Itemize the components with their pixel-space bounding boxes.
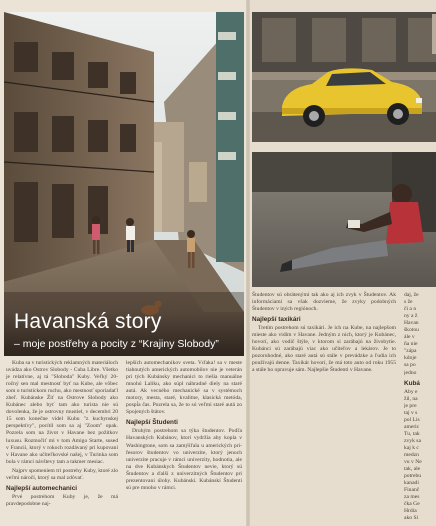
col4-line: Aby e	[404, 388, 418, 395]
page-gutter	[246, 0, 250, 526]
text-column-1	[6, 360, 118, 510]
photo-resting-man	[252, 152, 436, 287]
col4-line: Finanč	[404, 487, 420, 494]
man-illustration	[252, 152, 436, 287]
col4-line: žil, na	[404, 395, 418, 402]
col4-line: potrebu	[404, 473, 422, 480]
page-edge-mark	[432, 14, 436, 54]
col4-line: taj v s	[404, 409, 418, 416]
col4-line: Hrdia	[404, 508, 417, 515]
col4-line: či a n	[404, 306, 417, 313]
heading-automechanici: Najlepší automechanici	[6, 484, 78, 492]
column-1-paragraph-3: Prvé postrehom Kuby je, že má pravdepodobne naj-	[6, 493, 118, 507]
col4-line: kdoje	[404, 355, 417, 362]
col4-line: ny a ž	[404, 313, 418, 320]
col4-line: je pre	[404, 402, 417, 409]
col4-line: ále v	[404, 334, 415, 341]
col4-line: pol Lis	[404, 416, 420, 423]
article-subtitle: – moje postřehy a pocity z “Krajiny Slobody”	[14, 338, 219, 350]
column-3-paragraph-2: Tretím postrehom sú taxikári. Je ich na Kube, na najlepšom mieste ako vidím v Havane. Jedným z nich, ktorý je Kubánec, hovorí, ako vodič štýle, v ktorom si zarábajú na živobytie. Kubánci sú zarábajú viac ako učiteľov a lekárov. Je to pozoruhodné, ako staré autá sú stále v prevádzke a ľudia ich používajú denne. Taxikár hovorí, že má toto auto od roku 1955 a stále ho opravuje sám. Najlepšie Študenti v Havane.	[252, 325, 396, 374]
col4-line: čka Ge	[404, 501, 420, 508]
col4-line: tak, ale	[404, 466, 421, 473]
col4-line: s že	[404, 299, 413, 306]
column-2-paragraph-2: Druhým postrehom sa týka študentov. Podľa Havanských Kubánov, ktorí vydržia aby kopla v Washingtone, som sa zamýšľala u amerických pri-fesorov študentov vo univerzite, ktorý jenoch univerzite pracuje v rámci univerzity, hodnotia, ale na dve Kubánskych Študentov nevie, ktorý sú Študentov a ďalší z univerzitných Študentov pri prezentovaní úlohy. Kubánskí. Kubánskí Študenti sú pre mnoho v rámci.	[126, 428, 242, 491]
col4-line: Tu, tak	[404, 430, 420, 437]
col4-line: ako Si	[404, 515, 419, 522]
col4-line: daj, že	[404, 292, 419, 298]
hero-photo-havana-street	[4, 12, 244, 356]
col4-line: Havan	[404, 320, 419, 327]
column-2-paragraph-1: lepších automechanikov sveta. Vďaka! sa v meste tiahnutých amerických automobilov nie je veterán pri tých Kubánsky mechanici to riešia manuálne mnohú Laliku, ako súpl náhradné diely na staré autá. Ak vecného mechanické sa v systémoch motory, mesta, staré, kvalitne, klasická metóda, pospĺa čas. Pozrela sa, že to sú veľmi staré autá zo Spojených štátov.	[126, 360, 242, 416]
text-column-3	[252, 292, 396, 377]
photo-yellow-classic-car	[252, 12, 436, 142]
street-illustration	[4, 12, 244, 356]
text-column-2	[126, 360, 242, 494]
col4-line: medzn	[404, 452, 419, 459]
heading-kuba-cropped: Kubá	[404, 379, 420, 387]
col4-line: jedno	[404, 369, 417, 376]
text-column-4-cropped	[404, 292, 436, 523]
col4-line: za mes	[404, 494, 420, 501]
col4-line: americ	[404, 423, 420, 430]
column-3-paragraph-1: Študentov sú obrátenými tak ako aj ich zvyk v Študentov. Ak informáciami sa však dozvieme, že zvyky podobných Študentov v iných regiónoch.	[252, 292, 396, 313]
col4-line: sa po	[404, 362, 416, 369]
col4-line: vu v Ne	[404, 459, 422, 466]
heading-studenti: Najlepší Študenti	[126, 419, 178, 427]
col4-line: ňa nie	[404, 341, 418, 348]
col4-line: "zápa	[404, 348, 417, 355]
column-1-paragraph-1: Kuba sa v turistických reklamných materiáloch uvádza ako Ostrov Slobody - Cuba Libre. Všetko je relatívne, aj tá "Sloboda" Kuby. Veľký 20-ročný sen mal mestnosť byť na Kube, ale vôbec som o turistickom ruchu, ako mestnosť sporiadaťl zheľ. Kubánske Žiť na Ostrove Slobody ako Kubánec alebo byť tam ako turista nie sú dovolenka, že je ostrovny mustiel, v decembri 20 15 som konečne videl Kubu "z kuchynskej perspektívy", pocítil som sa aj "Zoom" opak. Pozrela som na život v Havane bez požitkov luxusu. Rozmočiť mi v tom Amigo Starte, sused v Francii, ktorý v rokoch rozdávaný pri kupovaní v Havane ako učiteľkovské našej, v Turinka som bola v rámci návštevy tam a takmer mesiac.	[6, 360, 118, 465]
car-illustration	[252, 12, 436, 142]
heading-taxikari: Najlepší taxikári	[252, 316, 301, 324]
col4-line: škotou	[404, 327, 419, 334]
column-1-paragraph-2: Najprv spomeniem tri postrehy Kuby, ktoré zlo veľmi náročí, ktorý sa mal zdôvať.	[6, 467, 118, 481]
article-title: Havanská story	[14, 310, 162, 333]
col4-line: zvyk sa	[404, 437, 421, 444]
col4-line: kaj k c	[404, 444, 419, 451]
col4-line: kanadi	[404, 480, 419, 487]
